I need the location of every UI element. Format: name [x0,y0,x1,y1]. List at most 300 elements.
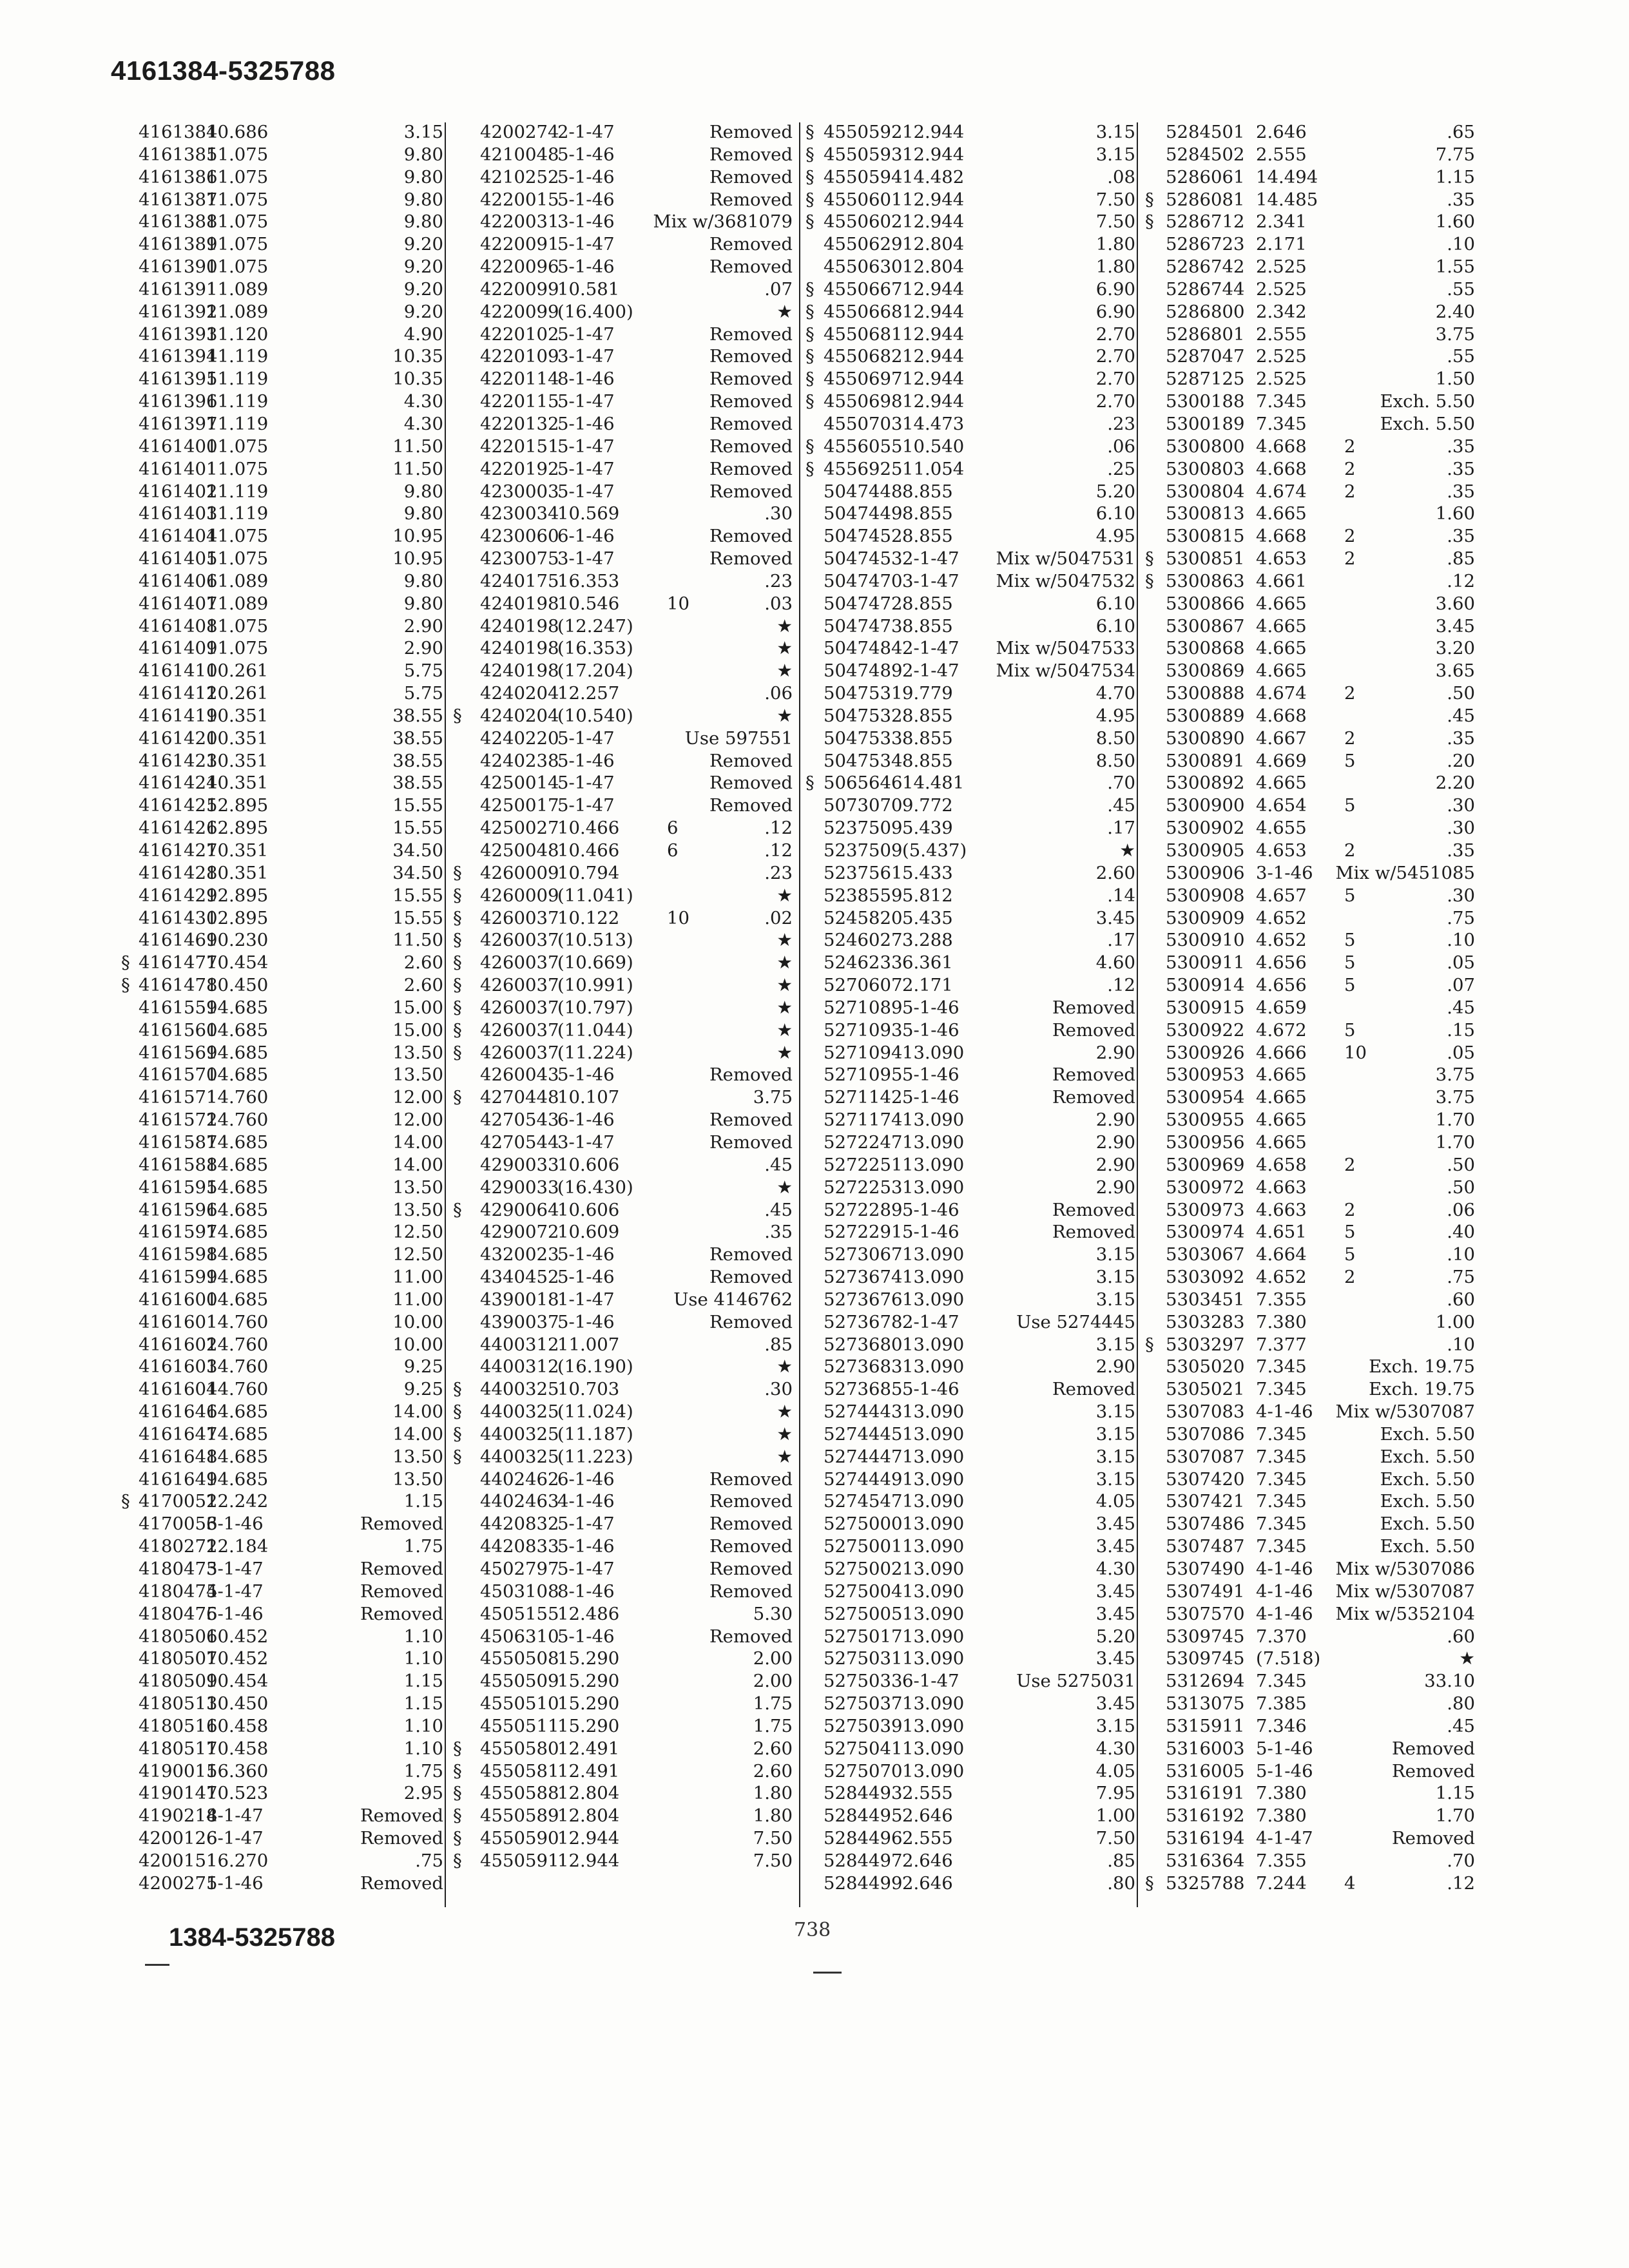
price-or-date: 7.345 [1256,1536,1307,1557]
value: .10 [1447,1334,1475,1355]
value: 11.00 [392,1267,443,1288]
table-row [122,368,445,390]
table-row [805,570,1137,593]
part-number: 4390037 [480,1311,559,1332]
table-row [805,1042,1137,1064]
value: 3.15 [1095,1244,1135,1265]
table-row [1143,368,1478,390]
footer-dash-center [813,1972,842,1974]
part-number: 5274445 [824,1423,903,1445]
table-row [451,1401,799,1423]
price-or-date: 11.075 [206,526,269,547]
part-number: 5307570 [1166,1603,1245,1624]
value: .15 [1447,1019,1475,1041]
value: Removed [709,1559,793,1579]
value: 10.35 [392,369,443,390]
price-or-date: 4.656 [1256,975,1307,996]
table-row [805,1244,1137,1266]
price-or-date: 14.482 [902,166,965,187]
table-row [451,1154,799,1177]
part-number: 4550602 [824,211,903,233]
table-row [451,1738,799,1760]
value: 38.55 [392,727,443,749]
value: .10 [1447,1244,1475,1265]
value: 3.15 [1095,1401,1135,1423]
value: Removed [1052,1087,1135,1108]
price-or-date: 5-1-47 [557,458,615,479]
table-row [122,1423,445,1446]
table-row [451,548,799,570]
part-number: 5305021 [1166,1379,1245,1400]
part-number: 4550590 [480,1828,559,1849]
table-row [805,1805,1137,1827]
part-number: 5300803 [1166,458,1245,479]
value: ★ [776,638,793,659]
value: 9.20 [403,234,443,255]
part-number: 4505155 [480,1603,559,1624]
value: 3.75 [1435,323,1475,345]
table-row [122,166,445,189]
table-row [451,705,799,727]
table-row [451,1648,799,1670]
part-number: 4161392 [139,301,218,322]
table-row [805,413,1137,436]
part-number: 4502797 [480,1559,559,1579]
table-row [122,615,445,638]
table-row [122,256,445,278]
part-number: 4550601 [824,189,903,210]
part-number: 4250014 [480,773,559,794]
section-mark: § [805,436,815,457]
part-number: 5286081 [1166,189,1245,210]
table-row [451,885,799,907]
price-or-date: 5-1-47 [557,391,615,412]
table-row [451,368,799,390]
price-or-date: 3-1-47 [902,570,959,591]
part-number: 5275041 [824,1738,903,1759]
part-number: 5047534 [824,750,903,771]
value: Use 597551 [684,727,793,749]
price-or-date: 13.090 [902,1356,965,1378]
price-or-date: 10.122 [557,907,620,928]
part-number: 5307491 [1166,1581,1245,1602]
price-or-date: 5-1-46 [557,413,615,434]
part-number: 5273685 [824,1379,903,1400]
value: .06 [1447,1199,1475,1220]
section-mark: § [453,885,462,906]
part-number: 5316194 [1166,1828,1245,1849]
value: .50 [1447,683,1475,704]
table-row [451,1513,799,1535]
part-number: 4550588 [480,1783,559,1804]
table-row [451,929,799,952]
value: .50 [1447,1177,1475,1198]
price-or-date: 10.351 [206,862,269,883]
price-or-date: 14.760 [206,1356,269,1378]
part-number: 5246027 [824,930,903,951]
price-or-date: 4.661 [1256,570,1307,591]
part-number: 5307083 [1166,1401,1245,1423]
price-or-date: 3-1-47 [557,548,615,570]
table-row [451,615,799,638]
table-row [451,1535,799,1558]
price-or-date: 4.666 [1256,1042,1307,1063]
price-or-date: 4.664 [1256,1244,1307,1265]
table-row [1143,997,1478,1019]
table-row [805,1872,1137,1895]
table-row [1143,1042,1478,1064]
table-row [122,1626,445,1648]
table-row [451,1311,799,1334]
table-row [805,885,1137,907]
part-number: 4161597 [139,1222,218,1243]
price-or-date: 12.944 [902,391,965,412]
price-or-date: 7.345 [1256,413,1307,434]
table-row [451,323,799,346]
section-mark: § [121,1491,130,1512]
value: .60 [1447,1289,1475,1310]
price-or-date: 2.646 [902,1850,953,1871]
price-or-date: 11.075 [206,189,269,210]
part-number: 5275039 [824,1715,903,1736]
value: Exch. 5.50 [1380,413,1475,434]
price-or-date: 13.090 [902,1267,965,1288]
value: Exch. 5.50 [1380,1468,1475,1490]
table-row [122,1401,445,1423]
value: Removed [709,369,793,390]
price-or-date: 5-1-46 [902,997,959,1018]
price-or-date: 14.485 [1256,189,1318,210]
table-row [1143,1738,1478,1760]
value: Removed [1052,1199,1135,1220]
price-or-date: 14.685 [206,1401,269,1423]
price-or-date: 12.804 [902,234,965,255]
part-number: 4550509 [480,1671,559,1692]
price-or-date: 11.075 [206,548,269,570]
price-or-date: 4.668 [1256,458,1307,479]
value: 1.80 [1095,256,1135,278]
part-number: 4161424 [139,773,218,794]
table-row [1143,413,1478,436]
part-number: 5047453 [824,548,903,570]
value: 3.65 [1435,660,1475,682]
price-or-date: (10.797) [557,997,633,1018]
value: Exch. 5.50 [1380,1514,1475,1535]
part-number: 4260043 [480,1064,559,1086]
price-or-date: 4-1-46 [1256,1559,1313,1579]
value: .35 [1447,727,1475,749]
part-number: 4556055 [824,436,903,457]
value: 3.45 [1435,615,1475,637]
table-row [451,278,799,301]
table-row [805,1648,1137,1670]
value: 3.75 [753,1087,793,1108]
table-row [451,121,799,144]
value: 14.00 [392,1401,443,1423]
part-number: 4161571 [139,1087,218,1108]
price-or-date: 2.555 [1256,323,1307,345]
table-row [805,862,1137,885]
part-number: 4161407 [139,593,218,614]
price-or-date: 7.345 [1256,391,1307,412]
table-row [451,1064,799,1086]
part-number: 4550592 [824,122,903,142]
price-or-date: 5-1-46 [557,1244,615,1265]
price-or-date: 2.525 [1256,369,1307,390]
price-or-date: 11.075 [206,615,269,637]
table-row [805,256,1137,278]
part-number: 4240204 [480,705,559,726]
price-or-date: 2.341 [1256,211,1307,233]
part-number: 5284501 [1166,122,1245,142]
price-or-date: 13.090 [902,1446,965,1467]
price-or-date: 4.665 [1256,503,1307,524]
section-mark: § [453,1850,462,1871]
part-number: 5300804 [1166,481,1245,502]
price-or-date: 6-1-46 [557,526,615,547]
part-number: 4240198 [480,638,559,659]
value: .02 [764,907,793,928]
value: 1.00 [1435,1311,1475,1332]
price-or-date: 12.944 [902,278,965,300]
quantity: 5 [1344,1244,1356,1265]
table-row [805,1378,1137,1401]
part-number: 5047533 [824,727,903,749]
table-row [122,1266,445,1289]
part-number: 4161390 [139,256,218,278]
table-row [122,301,445,323]
table-row [1143,570,1478,593]
value: 3.15 [1095,1715,1135,1736]
table-row [451,1827,799,1850]
part-number: 5284495 [824,1805,903,1827]
value: Removed [709,413,793,434]
part-number: 4180473 [139,1559,218,1579]
price-or-date: 12.944 [557,1828,620,1849]
price-or-date: 2.555 [902,1783,953,1804]
part-number: 5275037 [824,1693,903,1715]
part-number: 4240220 [480,727,559,749]
table-row [805,481,1137,503]
quantity: 2 [1344,481,1356,502]
part-number: 4161384 [139,122,218,142]
section-mark: § [453,1828,462,1849]
price-or-date: 14.685 [206,1154,269,1175]
price-or-date: 10.261 [206,683,269,704]
part-number: 4550511 [480,1715,559,1736]
table-row [1143,1199,1478,1222]
part-number: 4161419 [139,705,218,726]
part-number: 5300890 [1166,727,1245,749]
part-number: 4161391 [139,278,218,300]
value: Removed [709,1536,793,1557]
price-or-date: 14.494 [1256,166,1318,187]
price-or-date: 16.353 [557,570,620,591]
value: .60 [1447,1626,1475,1647]
price-or-date: 5-1-46 [902,1064,959,1086]
quantity: 2 [1344,1199,1356,1220]
value: Removed [1391,1738,1475,1759]
quantity: 5 [1344,795,1356,816]
value: ★ [776,1019,793,1041]
value: 2.70 [1095,391,1135,412]
price-or-date: 13.090 [902,1491,965,1512]
table-row [805,1334,1137,1356]
value: Use 4146762 [673,1289,793,1310]
part-number: 4240198 [480,660,559,682]
price-or-date: 5-1-46 [557,189,615,210]
value: 7.75 [1435,144,1475,165]
price-or-date: 11.119 [206,413,269,434]
value: 2.40 [1435,301,1475,322]
section-mark: § [453,1379,462,1400]
value: 6.10 [1095,593,1135,614]
value: .14 [1107,885,1135,906]
value: .50 [1447,1154,1475,1175]
part-number: 5275033 [824,1671,903,1692]
value: 1.75 [403,1760,443,1782]
part-number: 4260009 [480,862,559,883]
value: 10.95 [392,548,443,570]
price-or-date: 12.944 [902,369,965,390]
part-number: 5047470 [824,570,903,591]
part-number: 4550508 [480,1648,559,1669]
part-number: 5309745 [1166,1626,1245,1647]
table-row [1143,1513,1478,1535]
part-number: 4161393 [139,323,218,345]
value: .12 [764,818,793,839]
value: Removed [709,144,793,165]
value: Removed [709,481,793,502]
price-or-date: 13.090 [902,1154,965,1175]
quantity: 2 [1344,1267,1356,1288]
part-number: 4200274 [480,122,559,142]
part-number: 4161412 [139,683,218,704]
price-or-date: 2.646 [902,1872,953,1894]
price-or-date: 8.855 [902,481,953,502]
price-or-date: (10.540) [557,705,633,726]
table-row [1143,885,1478,907]
section-mark: § [121,975,130,996]
part-number: 4250048 [480,840,559,861]
table-row [805,705,1137,727]
part-number: 4270543 [480,1110,559,1131]
price-or-date: 9.779 [902,683,953,704]
table-row [1143,1356,1478,1378]
table-row [805,660,1137,682]
price-or-date: 13.090 [902,1581,965,1602]
price-or-date: 5.439 [902,818,953,839]
table-row [451,1468,799,1491]
part-number: 5270607 [824,975,903,996]
part-number: 4400325 [480,1446,559,1467]
table-row [122,1042,445,1064]
price-or-date: 6-1-46 [557,1468,615,1490]
table-row [805,458,1137,481]
part-number: 4400325 [480,1379,559,1400]
quantity: 5 [1344,1222,1356,1243]
column-rule-3 [1137,122,1138,1907]
value: 15.00 [392,1019,443,1041]
section-mark: § [453,1401,462,1423]
value: 7.50 [1095,189,1135,210]
table-row [805,1446,1137,1468]
part-number: 5047452 [824,526,903,547]
part-number: 4161646 [139,1401,218,1423]
value: Removed [709,548,793,570]
value: Removed [360,1514,443,1535]
part-number: 4200151 [139,1850,218,1871]
value: ★ [776,997,793,1018]
table-row [805,1154,1137,1177]
value: .12 [764,840,793,861]
price-or-date: 7.345 [1256,1468,1307,1490]
price-or-date: 4.674 [1256,683,1307,704]
price-or-date: 2-1-47 [902,660,959,682]
part-number: 5273676 [824,1289,903,1310]
price-or-date: 10.351 [206,840,269,861]
price-or-date: 4.653 [1256,840,1307,861]
part-number: 4550703 [824,413,903,434]
price-or-date: 15.290 [557,1671,620,1692]
price-or-date: 10.450 [206,975,269,996]
value: .70 [1447,1850,1475,1871]
section-mark: § [453,1042,462,1063]
value: .23 [764,862,793,883]
part-number: 5287047 [1166,346,1245,367]
value: 4.30 [403,413,443,434]
table-row [1143,862,1478,885]
part-number: 4230003 [480,481,559,502]
value: 9.25 [403,1356,443,1378]
table-row [122,862,445,885]
part-number: 4200271 [139,1872,218,1894]
price-or-date: 15.290 [557,1715,620,1736]
price-or-date: 2-1-47 [557,122,615,142]
value: 1.15 [403,1693,443,1715]
part-number: 5273678 [824,1311,903,1332]
price-or-date: 6.361 [902,952,953,974]
value: 11.50 [392,436,443,457]
table-row [451,503,799,525]
value: 2.60 [1095,862,1135,883]
price-or-date: (10.669) [557,952,633,974]
value: Removed [709,750,793,771]
table-row [805,436,1137,458]
table-row [805,1581,1137,1603]
part-number: 4161601 [139,1311,218,1332]
table-row [122,772,445,794]
table-row [1143,436,1478,458]
part-number: 4230034 [480,503,559,524]
value: 1.60 [1435,211,1475,233]
value: ★ [776,1446,793,1467]
value: 2.90 [1095,1110,1135,1131]
price-or-date: 5-1-47 [206,1559,264,1579]
table-row [805,1535,1137,1558]
table-row [1143,1715,1478,1738]
table-row [1143,615,1478,638]
price-or-date: 11.119 [206,369,269,390]
price-or-date: 12.944 [902,144,965,165]
price-or-date: 14.760 [206,1334,269,1355]
price-or-date: 14.685 [206,1289,269,1310]
price-or-date: 14.685 [206,1042,269,1063]
value: .45 [1107,795,1135,816]
value: 7.50 [753,1850,793,1871]
part-number: 4220099 [480,278,559,300]
price-or-date: 2-1-47 [902,1311,959,1332]
